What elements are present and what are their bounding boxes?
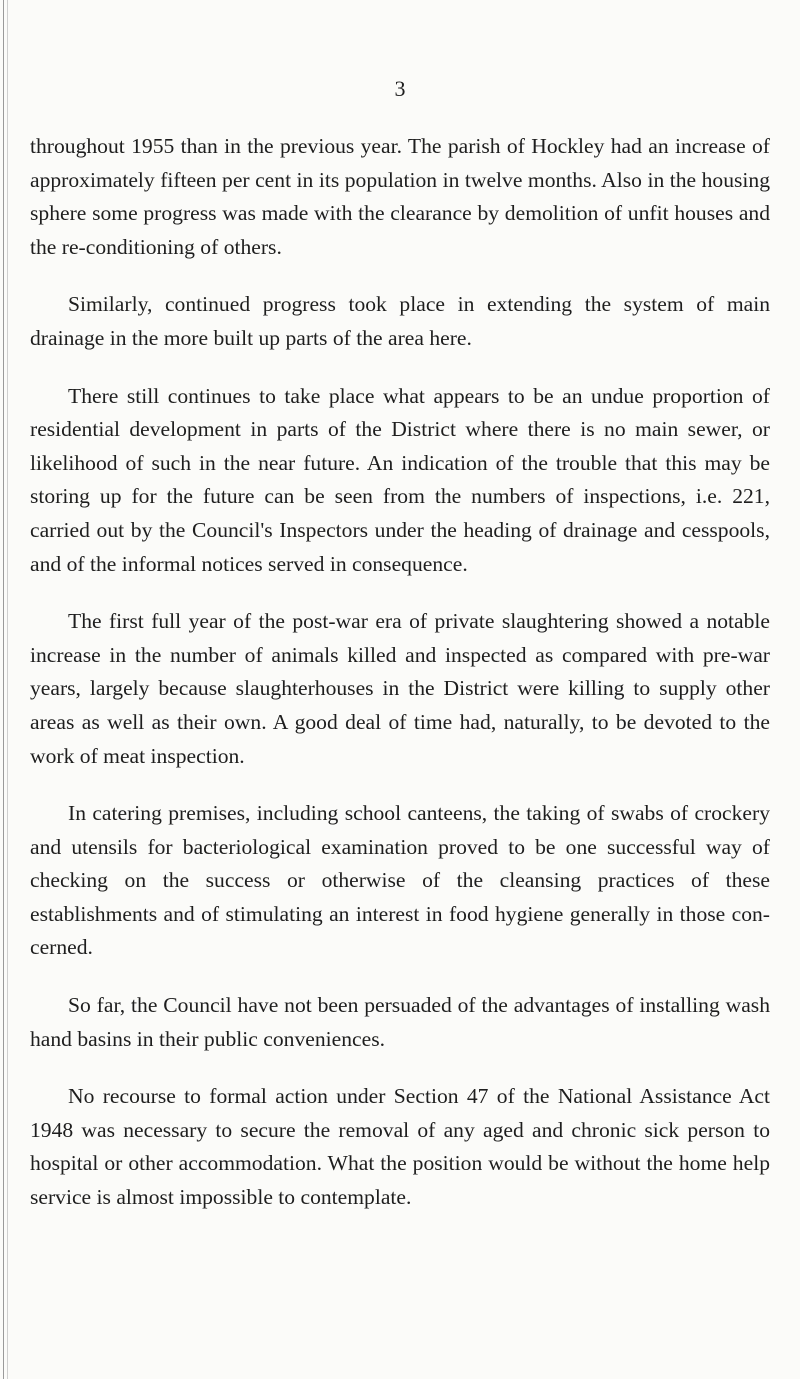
page-edge-line	[3, 0, 4, 1379]
paragraph-national-assistance-act: No recourse to formal action under Section 47 of the National Assistance Act 1948 was necessary to secure the removal of any aged and chronic sick person to hospital or other accommodation. What the position would be without the home help service is almost impossible to contemplate.	[30, 1084, 770, 1210]
paragraph-residential-development: There still continues to take place what appears to be an undue proportion of residential development in parts of the District where there is no main sewer, or likelihood of such in the near future. An indication of the trouble that this may be storing up for the future can be seen from the numbers of inspections, i.e. 221, carried out by the Council's Inspectors under the heading of drainage and cesspools, and of the informal notices served in consequence.	[30, 383, 770, 576]
page-edge-shadow	[7, 0, 8, 1379]
paragraph-catering-premises: In catering premises, including school canteens, the taking of swabs of crockery and utensils for bacteriological examination proved to be one successful way of checking on the success or otherwise of the cleansing practices of these establishments and of stimulating an interest in food hygiene generally in those con- cerned.	[30, 801, 770, 960]
document-body	[30, 130, 770, 1239]
paragraph-slaughtering: The first full year of the post-war era of private slaughtering showed a notable increase in the number of animals killed and inspected as compared with pre-war years, largely because slaughterhouses in the District were killing to supply other areas as well as their own. A good deal of time had, naturally, to be devoted to the work of meat inspection.	[30, 609, 770, 768]
paragraph-public-conveniences: So far, the Council have not been persuaded of the advantages of installing wash hand basins in their public conveniences.	[30, 993, 770, 1051]
page-number: 3	[394, 76, 406, 101]
paragraph-drainage-progress: Similarly, continued progress took place in extending the system of main drainage in the more built up parts of the area here.	[30, 292, 770, 350]
paragraph-continuation: throughout 1955 than in the previous year. The parish of Hockley had an increase of approximately fifteen per cent in its population in twelve months. Also in the housing sphere some progress was made with the clearance by demolition of unfit houses and the re-conditioning of others.	[30, 134, 770, 259]
